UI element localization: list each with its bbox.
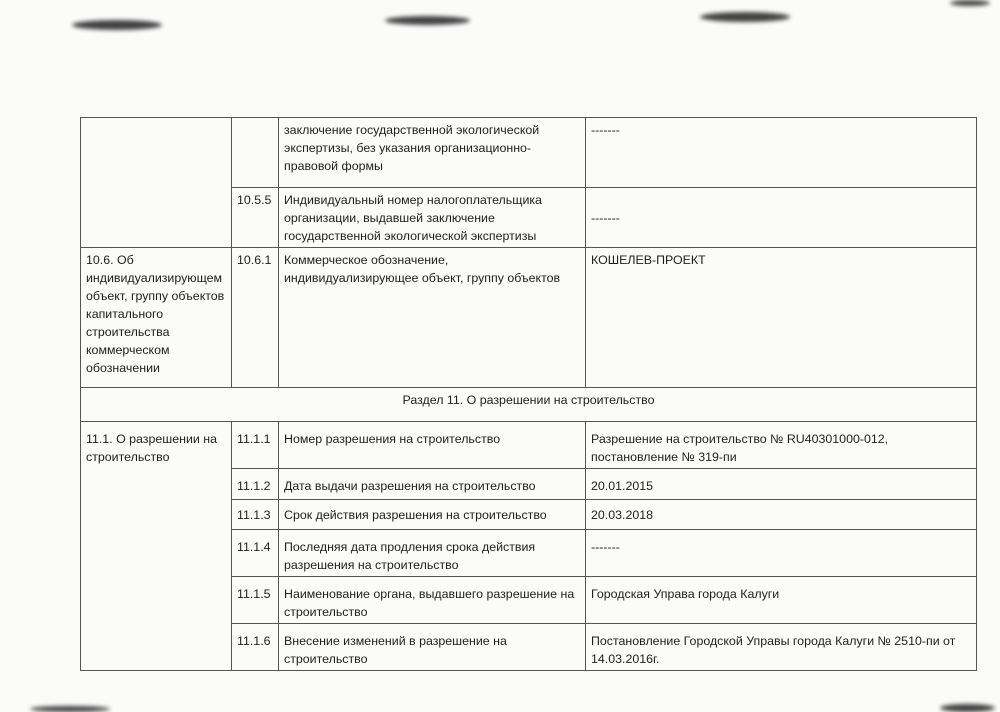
label-cell: Индивидуальный номер налогоплательщика организации, выдавшей заключение государственной экологической экспертизы <box>279 188 586 248</box>
value-text: ------- <box>591 211 620 225</box>
declaration-table <box>80 117 977 671</box>
table-row <box>81 248 977 388</box>
value-cell: Разрешение на строительство № RU40301000-012, постановление № 319-пи <box>586 422 977 469</box>
value-cell: 20.03.2018 <box>586 500 977 530</box>
value-cell: ------- <box>586 118 977 188</box>
code-cell: 11.1.1 <box>232 422 279 469</box>
group-cell: 11.1. О разрешении на строительство <box>81 422 232 671</box>
value-cell: Постановление Городской Управы города Калуги № 2510-пи от 14.03.2016г. <box>586 624 977 671</box>
section-title: Раздел 11. О разрешении на строительство <box>81 388 977 422</box>
scan-smudge <box>30 706 110 712</box>
label-cell: Дата выдачи разрешения на строительство <box>279 469 586 500</box>
section-header-row <box>81 388 977 422</box>
code-cell: 10.6.1 <box>232 248 279 388</box>
scan-smudge <box>385 16 470 25</box>
code-cell: 11.1.5 <box>232 577 279 624</box>
label-cell: Коммерческое обозначение, индивидуализирующее объект, группу объектов <box>279 248 586 388</box>
label-cell: Номер разрешения на строительство <box>279 422 586 469</box>
label-cell: Последняя дата продления срока действия разрешения на строительство <box>279 530 586 577</box>
label-cell: Срок действия разрешения на строительство <box>279 500 586 530</box>
table-row <box>81 118 977 188</box>
value-cell: ------- <box>586 530 977 577</box>
label-cell: заключение государственной экологической экспертизы, без указания организационно-правовой формы <box>279 118 586 188</box>
scan-smudge <box>950 0 990 6</box>
code-cell: 11.1.3 <box>232 500 279 530</box>
value-cell: Городская Управа города Калуги <box>586 577 977 624</box>
scan-smudge <box>72 20 162 30</box>
scan-smudge <box>940 704 995 712</box>
group-cell <box>81 118 232 248</box>
code-cell <box>232 118 279 188</box>
code-cell: 11.1.2 <box>232 469 279 500</box>
label-cell: Внесение изменений в разрешение на строительство <box>279 624 586 671</box>
code-cell: 11.1.6 <box>232 624 279 671</box>
group-cell: 10.6. Об индивидуализирующем объект, группу объектов капитального строительства коммерческом обозначении <box>81 248 232 388</box>
table-row <box>81 422 977 469</box>
label-cell: Наименование органа, выдавшего разрешение на строительство <box>279 577 586 624</box>
code-cell: 11.1.4 <box>232 530 279 577</box>
code-cell: 10.5.5 <box>232 188 279 248</box>
value-cell: 20.01.2015 <box>586 469 977 500</box>
value-cell <box>586 188 977 248</box>
scan-smudge <box>700 12 790 22</box>
value-cell: КОШЕЛЕВ-ПРОЕКТ <box>586 248 977 388</box>
